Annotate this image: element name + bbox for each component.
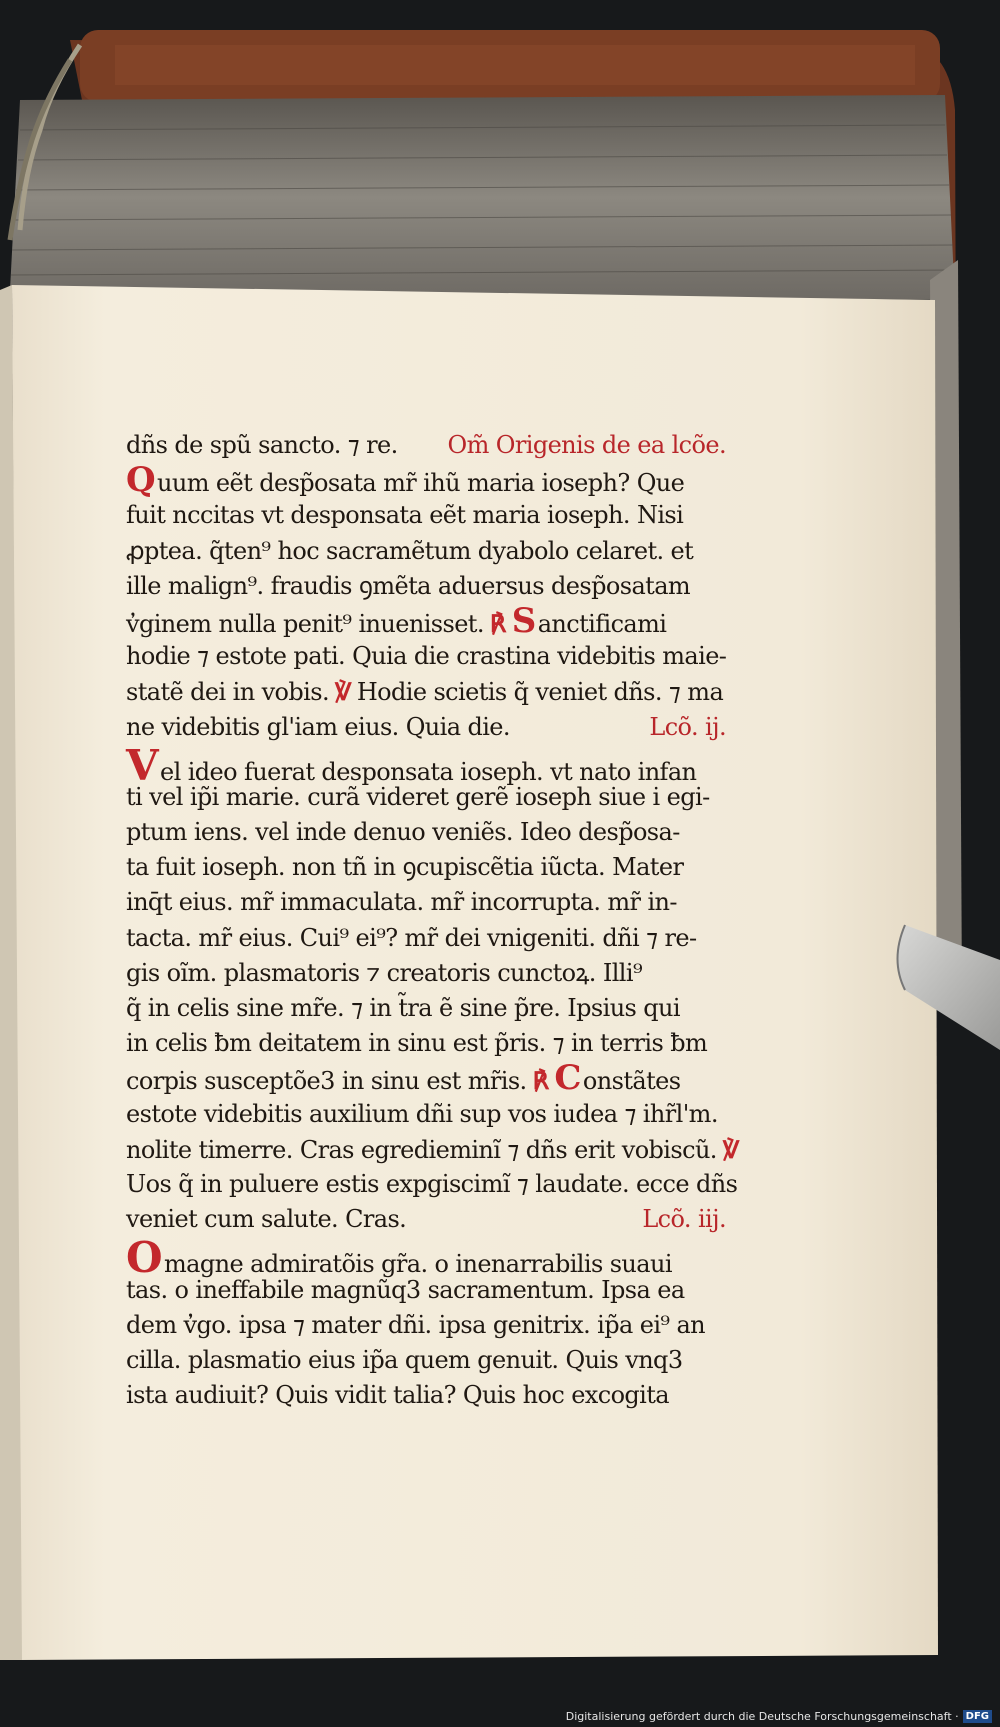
- text-line: O magne admiratõis gr̃a. o inenarrabilis suaui: [126, 1233, 672, 1283]
- text-line: veniet cum salute. Cras. Lcõ. iij.: [126, 1202, 726, 1237]
- text-line: nolite timerre. Cras egredieminĩ ⁊ dñs erit vobiscũ. ℣: [126, 1132, 726, 1167]
- initial-letter: C: [554, 1058, 581, 1099]
- text-line: q̃ in celis sine mr̃e. ⁊ in t̃ra ẽ sine p̃re. Ipsius qui: [126, 994, 680, 1022]
- text-line: dem v̓go. ipsa ⁊ mater dñi. ipsa genitrix. ip̃a ei⁹ an: [126, 1310, 706, 1339]
- rubric-heading: Om̃ Origenis de ea lcõe.: [447, 431, 726, 459]
- text-line: dñs de spũ sancto. ⁊ re. Om̃ Origenis de ea lcõe.: [126, 428, 726, 463]
- text-line: estote videbitis auxilium dñi sup vos iudea ⁊ ihr̃l'm.: [126, 1099, 718, 1128]
- text-line: Q uum eẽt desp̃osata mr̃ ihũ maria ioseph? Que: [126, 460, 685, 501]
- text-line: ne videbitis gl'iam eius. Quia die. Lcõ. ij.: [126, 710, 726, 745]
- text-line: V el ideo fuerat desponsata ioseph. vt nato infan: [126, 740, 697, 790]
- text-line: Uos q̃ in puluere estis expgiscimĩ ⁊ laudate. ecce dñs: [126, 1169, 738, 1198]
- text-line: hodie ⁊ estote pati. Quia die crastina videbitis maie-: [126, 642, 727, 671]
- text-line: ꝓptea. q̃ten⁹ hoc sacramẽtum dyabolo celaret. et: [126, 536, 694, 565]
- initial-letter: Q: [126, 460, 156, 501]
- text-line: inq̄t eius. mr̃ immaculata. mr̃ incorrupta. mr̃ in-: [126, 888, 677, 917]
- page-text-block: [126, 428, 739, 1413]
- versicle-mark-icon: ℣: [722, 1134, 739, 1164]
- text-line: ptum iens. vel inde denuo veniẽs. Ideo desp̃osa-: [126, 818, 680, 847]
- versicle-mark-icon: ℣: [334, 677, 351, 707]
- rubric-heading: Lcõ. iij.: [642, 1205, 726, 1234]
- text-line: tas. o ineffabile magnũq3 sacramentum. Ipsa ea: [126, 1275, 685, 1304]
- text-line: fuit nccitas vt desponsata eẽt maria ioseph. Nisi: [126, 501, 684, 530]
- initial-letter: S: [511, 600, 536, 641]
- text-line: ille malign⁹. fraudis ꝯmẽta aduersus desp̃osatam: [126, 571, 691, 600]
- response-mark-icon: ℟: [532, 1066, 549, 1096]
- rubric-heading: Lcõ. ij.: [649, 712, 726, 741]
- text-line: corpis susceptõe3 in sinu est mr̃is. ℟ C onstãtes: [126, 1058, 681, 1099]
- credit-text: Digitalisierung gefördert durch die Deutsche Forschungsgemeinschaft ·: [565, 1710, 959, 1723]
- text-line: cilla. plasmatio eius ip̃a quem genuit. Quis vnq3: [126, 1345, 683, 1374]
- text-line: ti vel ip̃i marie. curã videret gerẽ ioseph siue i egi-: [126, 782, 710, 811]
- text-line: ta fuit ioseph. non tñ in ꝯcupiscẽtia iũcta. Mater: [126, 853, 684, 882]
- dfg-logo: DFG: [963, 1710, 992, 1723]
- initial-letter: O: [126, 1233, 162, 1283]
- initial-letter: V: [126, 740, 158, 790]
- text-line: statẽ dei in vobis. ℣ Hodie scietis q̃ veniet dñs. ⁊ ma: [126, 674, 726, 709]
- text-line: gis oĩm. plasmatoris ⁊ creatoris cunctoꝝ. Illi⁹: [126, 958, 642, 987]
- text-line: ista audiuit? Quis vidit talia? Quis hoc excogita: [126, 1381, 670, 1410]
- text-line: in celis ƀm deitatem in sinu est p̃ris. ⁊ in terris ƀm: [126, 1029, 708, 1058]
- funding-credit: [566, 1710, 992, 1723]
- text-line: tacta. mr̃ eius. Cui⁹ ei⁹? mr̃ dei vnigeniti. dñi ⁊ re-: [126, 923, 697, 952]
- text-line: v̓ginem nulla penit⁹ inuenisset. ℟ S anctificami: [126, 600, 667, 641]
- response-mark-icon: ℟: [489, 608, 506, 638]
